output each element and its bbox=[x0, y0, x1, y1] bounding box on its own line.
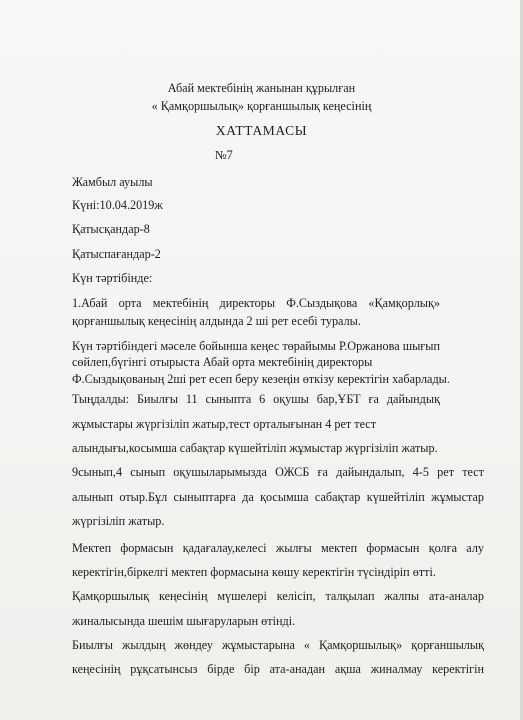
body-line-3: Ф.Сыздықованың 2ші рет есеп беру кезеңін өткізу керектігін хабарлады. bbox=[72, 372, 450, 386]
body-line-9: жүргізіліп жатыр. bbox=[72, 514, 165, 528]
header-line-1: Абай мектебінің жанынан құрылған bbox=[167, 81, 356, 95]
meeting-date: Күні:10.04.2019ж bbox=[72, 198, 163, 212]
body-line-14: Биылғы жылдың жөндеу жұмыстарына « Қамқоршылық» қорғаншылық bbox=[72, 638, 484, 652]
absentees-count: Қатыспағандар-2 bbox=[72, 247, 161, 261]
header-line-2: « Қамқоршылық» қорғаншылық кеңесінің bbox=[151, 99, 372, 113]
body-line-2: сөйлеп,бүгінгі отырыста Абай орта мектебінің директоры bbox=[72, 355, 373, 369]
body-line-4: Тыңдалды: Биылғы 11 сыныпта 6 оқушы бар,ҰБТ ға дайындық bbox=[72, 392, 440, 406]
body-line-7: 9сынып,4 сынып оқушыларымызда ОЖСБ ға дайындалып, 4-5 рет тест bbox=[72, 465, 484, 479]
body-line-15: кеңесінің рұқсатынсыз бірде бір ата-анадан ақша жиналмау керектігін bbox=[72, 662, 484, 676]
body-line-5: жұмыстары жүргізіліп жатыр,тест орталығынан 4 рет тест bbox=[72, 417, 377, 431]
body-line-8: алынып отыр.Бұл сыныптарға да қосымша сабақтар күшейтіліп жұмыстар bbox=[72, 490, 484, 504]
agenda-heading: Күн тәртібінде: bbox=[72, 271, 153, 285]
body-line-12: Қамқоршылық кеңесінің мүшелері келісіп, талқылап жалпы ата-аналар bbox=[72, 589, 484, 603]
village-name: Жамбыл ауылы bbox=[72, 175, 153, 189]
agenda-item-1-line-1: 1.Абай орта мектебінің директоры Ф.Сыздықова «Қамқорлық» bbox=[72, 296, 440, 310]
body-line-11: керектігін,біркелгі мектеп формасына көшу керектігін түсіндіріп өтті. bbox=[72, 565, 436, 579]
document-title: ХАТТАМАСЫ bbox=[215, 123, 308, 138]
body-line-6: алындығы,косымша сабақтар күшейтіліп жұмыстар жүргізіліп жатыр. bbox=[72, 441, 438, 455]
agenda-item-1-line-2: қорғаншылық кеңесінің алдында 2 ші рет есебі туралы. bbox=[72, 314, 361, 328]
document-number: №7 bbox=[215, 148, 233, 162]
body-line-10: Мектеп формасын қадағалау,келесі жылғы мектеп формасын қолға алу bbox=[72, 541, 484, 555]
body-line-13: жиналысында шешім шығаруларын өтінді. bbox=[72, 614, 296, 628]
body-line-1: Күн тәртібіндегі мәселе бойынша кеңес төрайымы Р.Оржанова шығып bbox=[72, 339, 440, 353]
attendees-count: Қатысқандар-8 bbox=[72, 222, 150, 236]
